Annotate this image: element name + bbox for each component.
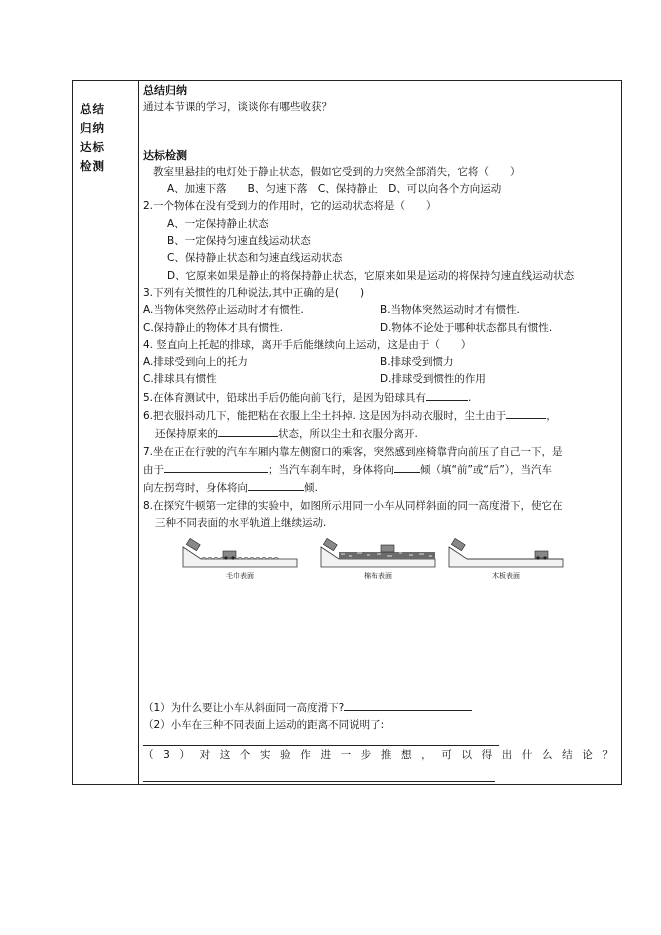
q8-sub-3-char: 想 [401,748,412,761]
q8-sub-3-char: ？ [602,748,613,761]
q8-sub-3-char: 出 [501,748,513,761]
q7-text: 倾（填“前”或“后”），当汽车 [420,463,553,476]
q8-sub-3-char: 对 [199,748,211,761]
q7-text: 向左拐弯时，身体将向 [143,482,248,495]
summary-heading: 总结归纳 [143,84,187,97]
q5-end: . [468,391,472,404]
q1-options: A、加速下落 B、匀速下落 C、保持静止 D、可以向各个方向运动 [167,183,502,196]
q8-sub-3-char: 可 [441,748,452,761]
q8-sub-3-char: 论 [582,748,593,761]
q7-text: 由于 [143,463,164,476]
main-content [143,82,617,764]
q8-sub-1-blank[interactable] [344,699,472,711]
q5-text: 5.在体育测试中，铅球出手后仍能向前飞行，是因为铅球具有 [143,391,427,404]
q8-sub-3-char: 一 [340,748,352,761]
side-label-line: 总结 [80,102,105,116]
q8-line-2: 三种不同表面的水平轨道上继续运动. [155,516,327,529]
figure-caption: 棉布表面 [364,571,392,580]
side-label-line: 达标 [80,140,105,154]
q3-row-2 [143,320,617,337]
q2-option-a: A、一定保持静止状态 [167,217,269,230]
side-label-line: 归纳 [80,121,105,135]
answer-space [143,117,617,147]
q8-sub-1 [143,699,617,717]
q8-sub-3-char: 推 [380,748,392,761]
q1-stem: 教室里悬挂的电灯处于静止状态，假如它受到的力突然全部消失，它将（ ） [153,165,521,178]
q8-sub-3-answer-line[interactable] [143,781,495,782]
q8-sub-3-char: 什 [521,748,533,761]
q6-text: 还保持原来的 [155,428,218,441]
q8-sub-3-char: 个 [239,748,251,761]
q4-stem: 4. 竖直向上托起的排球，离开手后能继续向上运动，这是由于（ ） [143,338,472,351]
figure-wood [447,537,565,587]
q4-row-2 [143,371,617,388]
q7-blank-3[interactable] [248,479,304,491]
q8-sub-3-char: ， [421,748,432,761]
q8-sub-3-char: 步 [360,748,372,761]
figure-caption: 木板表面 [492,571,520,580]
q7-line-1: 7.坐在正在行驶的汽车车厢内靠左侧窗口的乘客，突然感到座椅靠背向前压了自己一下，是 [143,445,563,458]
test-heading: 达标检测 [143,148,187,162]
side-label-line: 检测 [80,159,105,173]
q3-option-d: D.物体不论处于哪种状态都具有惯性. [380,321,553,334]
summary-prompt: 通过本节课的学习，谈谈你有哪些收获？ [143,101,332,114]
q3-option-a: A.当物体突然停止运动时才有惯性. [143,304,304,317]
q8-sub-3-char: 以 [461,748,472,761]
q8-sub-3-char: 验 [280,748,291,761]
q8-sub-3-char: 么 [542,748,553,761]
q2-stem: 2.一个物体在没有受到力的作用时，它的运动状态将是（ ） [143,200,437,213]
q6-blank-2[interactable] [218,425,278,437]
q8-sub-2-answer-line[interactable] [143,745,499,746]
q7-blank-2[interactable] [394,461,420,473]
q6-text: 状态，所以尘土和衣服分离开. [278,428,418,441]
q4-option-a: A.排球受到向上的托力 [143,356,248,369]
q3-stem: 3.下列有关惯性的几种说法,其中正确的是( ) [143,286,365,299]
answer-space [143,592,617,699]
q2-option-c: C、保持静止状态和匀速直线运动状态 [167,252,343,265]
q8-sub-3-char: 结 [562,748,573,761]
figure-caption: 毛巾表面 [226,571,254,580]
q8-sub-3-char: 这 [219,748,231,761]
q5-blank[interactable] [426,389,468,401]
q4-option-b: B.排球受到惯力 [380,356,454,369]
q8-sub-1-text: （1）为什么要让小车从斜面同一高度滑下? [143,702,345,715]
q4-option-c: C.排球具有惯性 [143,373,217,386]
q8-sub-3-char: 实 [260,748,271,761]
q6-line-1 [143,407,617,425]
column-divider [138,80,139,785]
q8-sub-3-char: 3 [163,748,170,761]
q7-line-2 [143,461,617,479]
q8-sub-3 [143,747,617,764]
q6-text: 6.把衣服抖动几下，能把粘在衣服上尘土抖掉. 这是因为抖动衣服时，尘土由于 [143,410,507,423]
q6-text-end: ， [546,410,557,423]
experiment-figures [143,537,617,592]
q8-sub-3-char: 得 [481,748,493,761]
q3-option-b: B.当物体突然运动时才有惯性. [380,304,520,317]
side-label [80,100,130,176]
q7-blank-1[interactable] [164,461,268,473]
q4-row-1 [143,354,617,371]
q7-text: 倾. [304,482,318,495]
q2-option-b: B、一定保持匀速直线运动状态 [167,235,311,248]
q6-line-2 [143,425,617,443]
figure-towel [181,537,299,587]
q8-sub-3-char: ） [179,748,190,761]
q2-option-d: D、它原来如果是静止的将保持静止状态，它原来如果是运动的将保持匀速直线运动状态 [167,269,575,282]
q3-option-c: C.保持静止的物体才具有惯性. [143,321,284,334]
q8-sub-2: （2）小车在三种不同表面上运动的距离不同说明了: [143,719,385,732]
q8-sub-3-char: 作 [300,748,311,761]
q4-option-d: D.排球受到惯性的作用 [380,373,486,386]
q5 [143,389,617,407]
q7-line-3 [143,479,617,497]
q8-line-1: 8.在探究牛顿第一定律的实验中，如图所示用同一小车从同样斜面的同一高度滑下，使它在 [143,499,563,512]
figure-cotton [319,537,437,587]
q8-sub-3-char: 进 [320,748,331,761]
q3-row-1 [143,302,617,319]
q7-text: ；当汽车刹车时，身体将向 [268,463,394,476]
q6-blank-1[interactable] [506,407,546,419]
q8-sub-3-char: （ [143,748,154,761]
